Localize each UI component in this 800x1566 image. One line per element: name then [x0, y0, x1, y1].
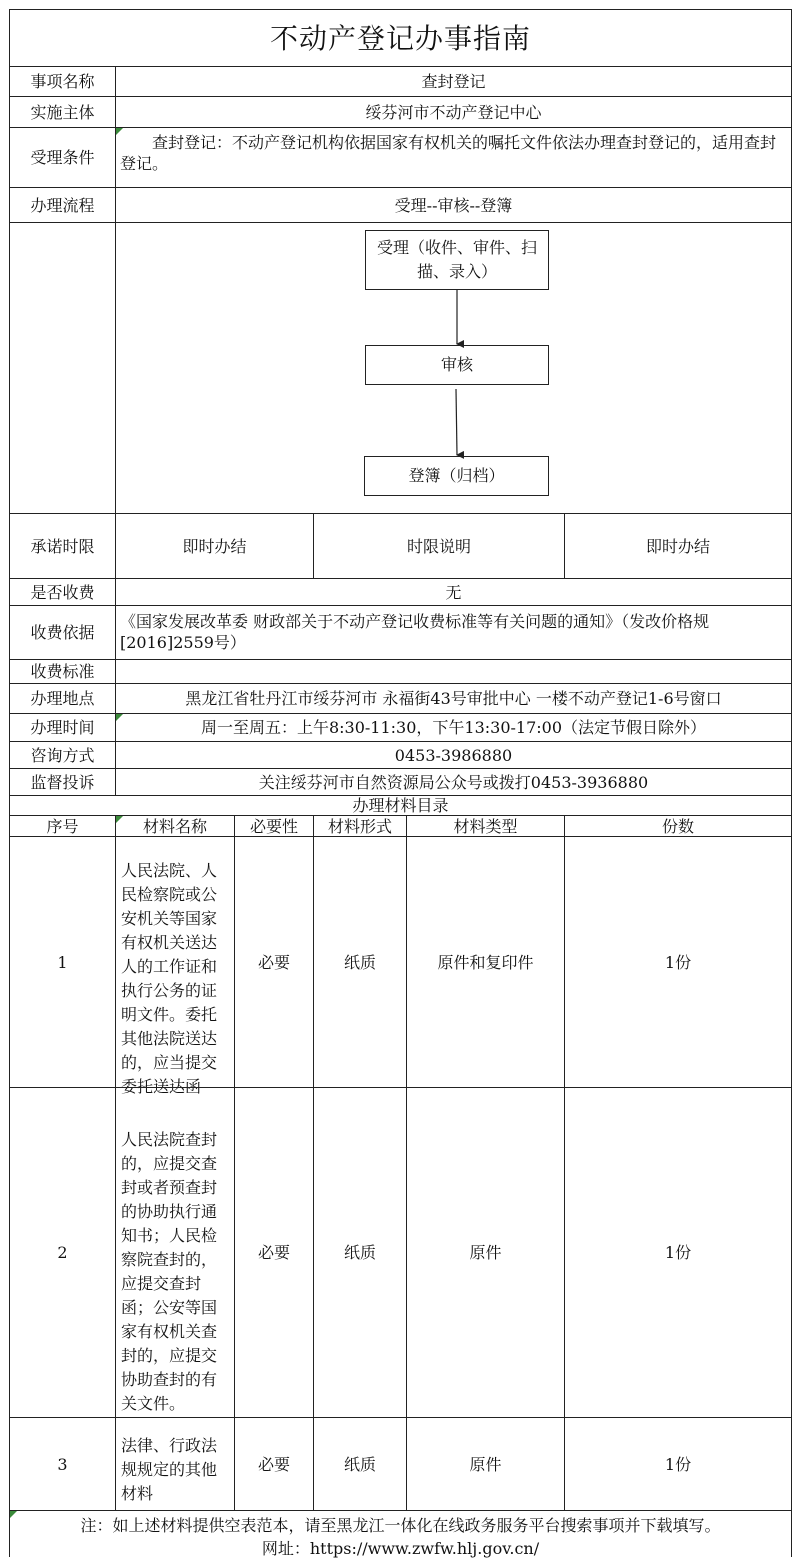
time-note-label: 时限说明: [313, 513, 565, 579]
material-3-no: 3: [9, 1417, 116, 1511]
time-limit-label: 承诺时限: [9, 513, 116, 579]
material-3-copies: 1份: [564, 1417, 792, 1511]
material-3-required: 必要: [234, 1417, 314, 1511]
condition-value: 查封登记：不动产登记机构依据国家有权机关的嘱托文件依法办理查封登记的，适用查封登记。: [115, 127, 792, 188]
material-2-type: 原件: [406, 1087, 565, 1418]
footer-note: 注：如上述材料提供空表范本，请至黑龙江一体化在线政务服务平台搜索事项并下载填写。: [80, 1516, 721, 1535]
material-1-name: 人民法院、人民检察院或公安机关等国家有权机关送达人的工作证和执行公务的证明文件。委托其他法院送达的，应当提交委托送达函: [115, 836, 235, 1088]
location-label: 办理地点: [9, 683, 116, 714]
material-1-form: 纸质: [313, 836, 407, 1088]
cell-comment-marker: [116, 128, 123, 135]
process-value: 受理--审核--登簿: [115, 187, 792, 223]
header-type: 材料类型: [406, 815, 565, 837]
material-2-form: 纸质: [313, 1087, 407, 1418]
cell-comment-marker: [116, 816, 123, 823]
header-copies: 份数: [564, 815, 792, 837]
material-2-name: 人民法院查封的，应提交查封或者预查封的协助执行通知书；人民检察院查封的，应提交查封函；公安等国家有权机关查封的，应提交协助查封的有关文件。: [115, 1087, 235, 1418]
item-name-value: 查封登记: [115, 66, 792, 97]
flow-step-register: 登簿（归档）: [364, 456, 549, 496]
condition-label: 受理条件: [9, 127, 116, 188]
material-1-copies: 1份: [564, 836, 792, 1088]
fee-value: 无: [115, 578, 792, 606]
header-name: 材料名称: [115, 815, 235, 837]
fee-standard-value: [115, 659, 792, 684]
fee-standard-label: 收费标准: [9, 659, 116, 684]
process-label: 办理流程: [9, 187, 116, 223]
hours-value: 周一至周五：上午8:30-11:30，下午13:30-17:00（法定节假日除外）: [115, 713, 792, 742]
material-3-type: 原件: [406, 1417, 565, 1511]
page-title: 不动产登记办事指南: [9, 9, 792, 67]
fee-basis-label: 收费依据: [9, 605, 116, 660]
subject-label: 实施主体: [9, 96, 116, 128]
material-2-no: 2: [9, 1087, 116, 1418]
material-1-no: 1: [9, 836, 116, 1088]
item-name-label: 事项名称: [9, 66, 116, 97]
footer-url[interactable]: 网址：https://www.zwfw.hlj.gov.cn/: [261, 1539, 540, 1558]
complaint-value: 关注绥芬河市自然资源局公众号或拨打0453-3936880: [115, 768, 792, 796]
subject-value: 绥芬河市不动产登记中心: [115, 96, 792, 128]
cell-comment-marker: [116, 714, 123, 721]
guide-document: [9, 9, 792, 1557]
hours-label: 办理时间: [9, 713, 116, 742]
consult-label: 咨询方式: [9, 741, 116, 769]
consult-value: 0453-3986880: [115, 741, 792, 769]
material-2-copies: 1份: [564, 1087, 792, 1418]
flow-step-accept: 受理（收件、审件、扫描、录入）: [365, 230, 549, 290]
header-required: 必要性: [234, 815, 314, 837]
flow-label-empty: [9, 222, 116, 514]
time-note-value: 即时办结: [564, 513, 792, 579]
fee-label: 是否收费: [9, 578, 116, 606]
materials-title: 办理材料目录: [9, 795, 792, 816]
complaint-label: 监督投诉: [9, 768, 116, 796]
material-3-form: 纸质: [313, 1417, 407, 1511]
flow-step-review: 审核: [365, 345, 549, 385]
material-1-required: 必要: [234, 836, 314, 1088]
location-value: 黑龙江省牡丹江市绥芬河市 永福街43号审批中心 一楼不动产登记1-6号窗口: [115, 683, 792, 714]
material-3-name: 法律、行政法规规定的其他材料: [115, 1417, 235, 1511]
material-1-type: 原件和复印件: [406, 836, 565, 1088]
material-2-required: 必要: [234, 1087, 314, 1418]
time-limit-value: 即时办结: [115, 513, 314, 579]
fee-basis-value: 《国家发展改革委 财政部关于不动产登记收费标准等有关问题的通知》（发改价格规[2016]2559号）: [115, 605, 792, 660]
header-no: 序号: [9, 815, 116, 837]
header-form: 材料形式: [313, 815, 407, 837]
